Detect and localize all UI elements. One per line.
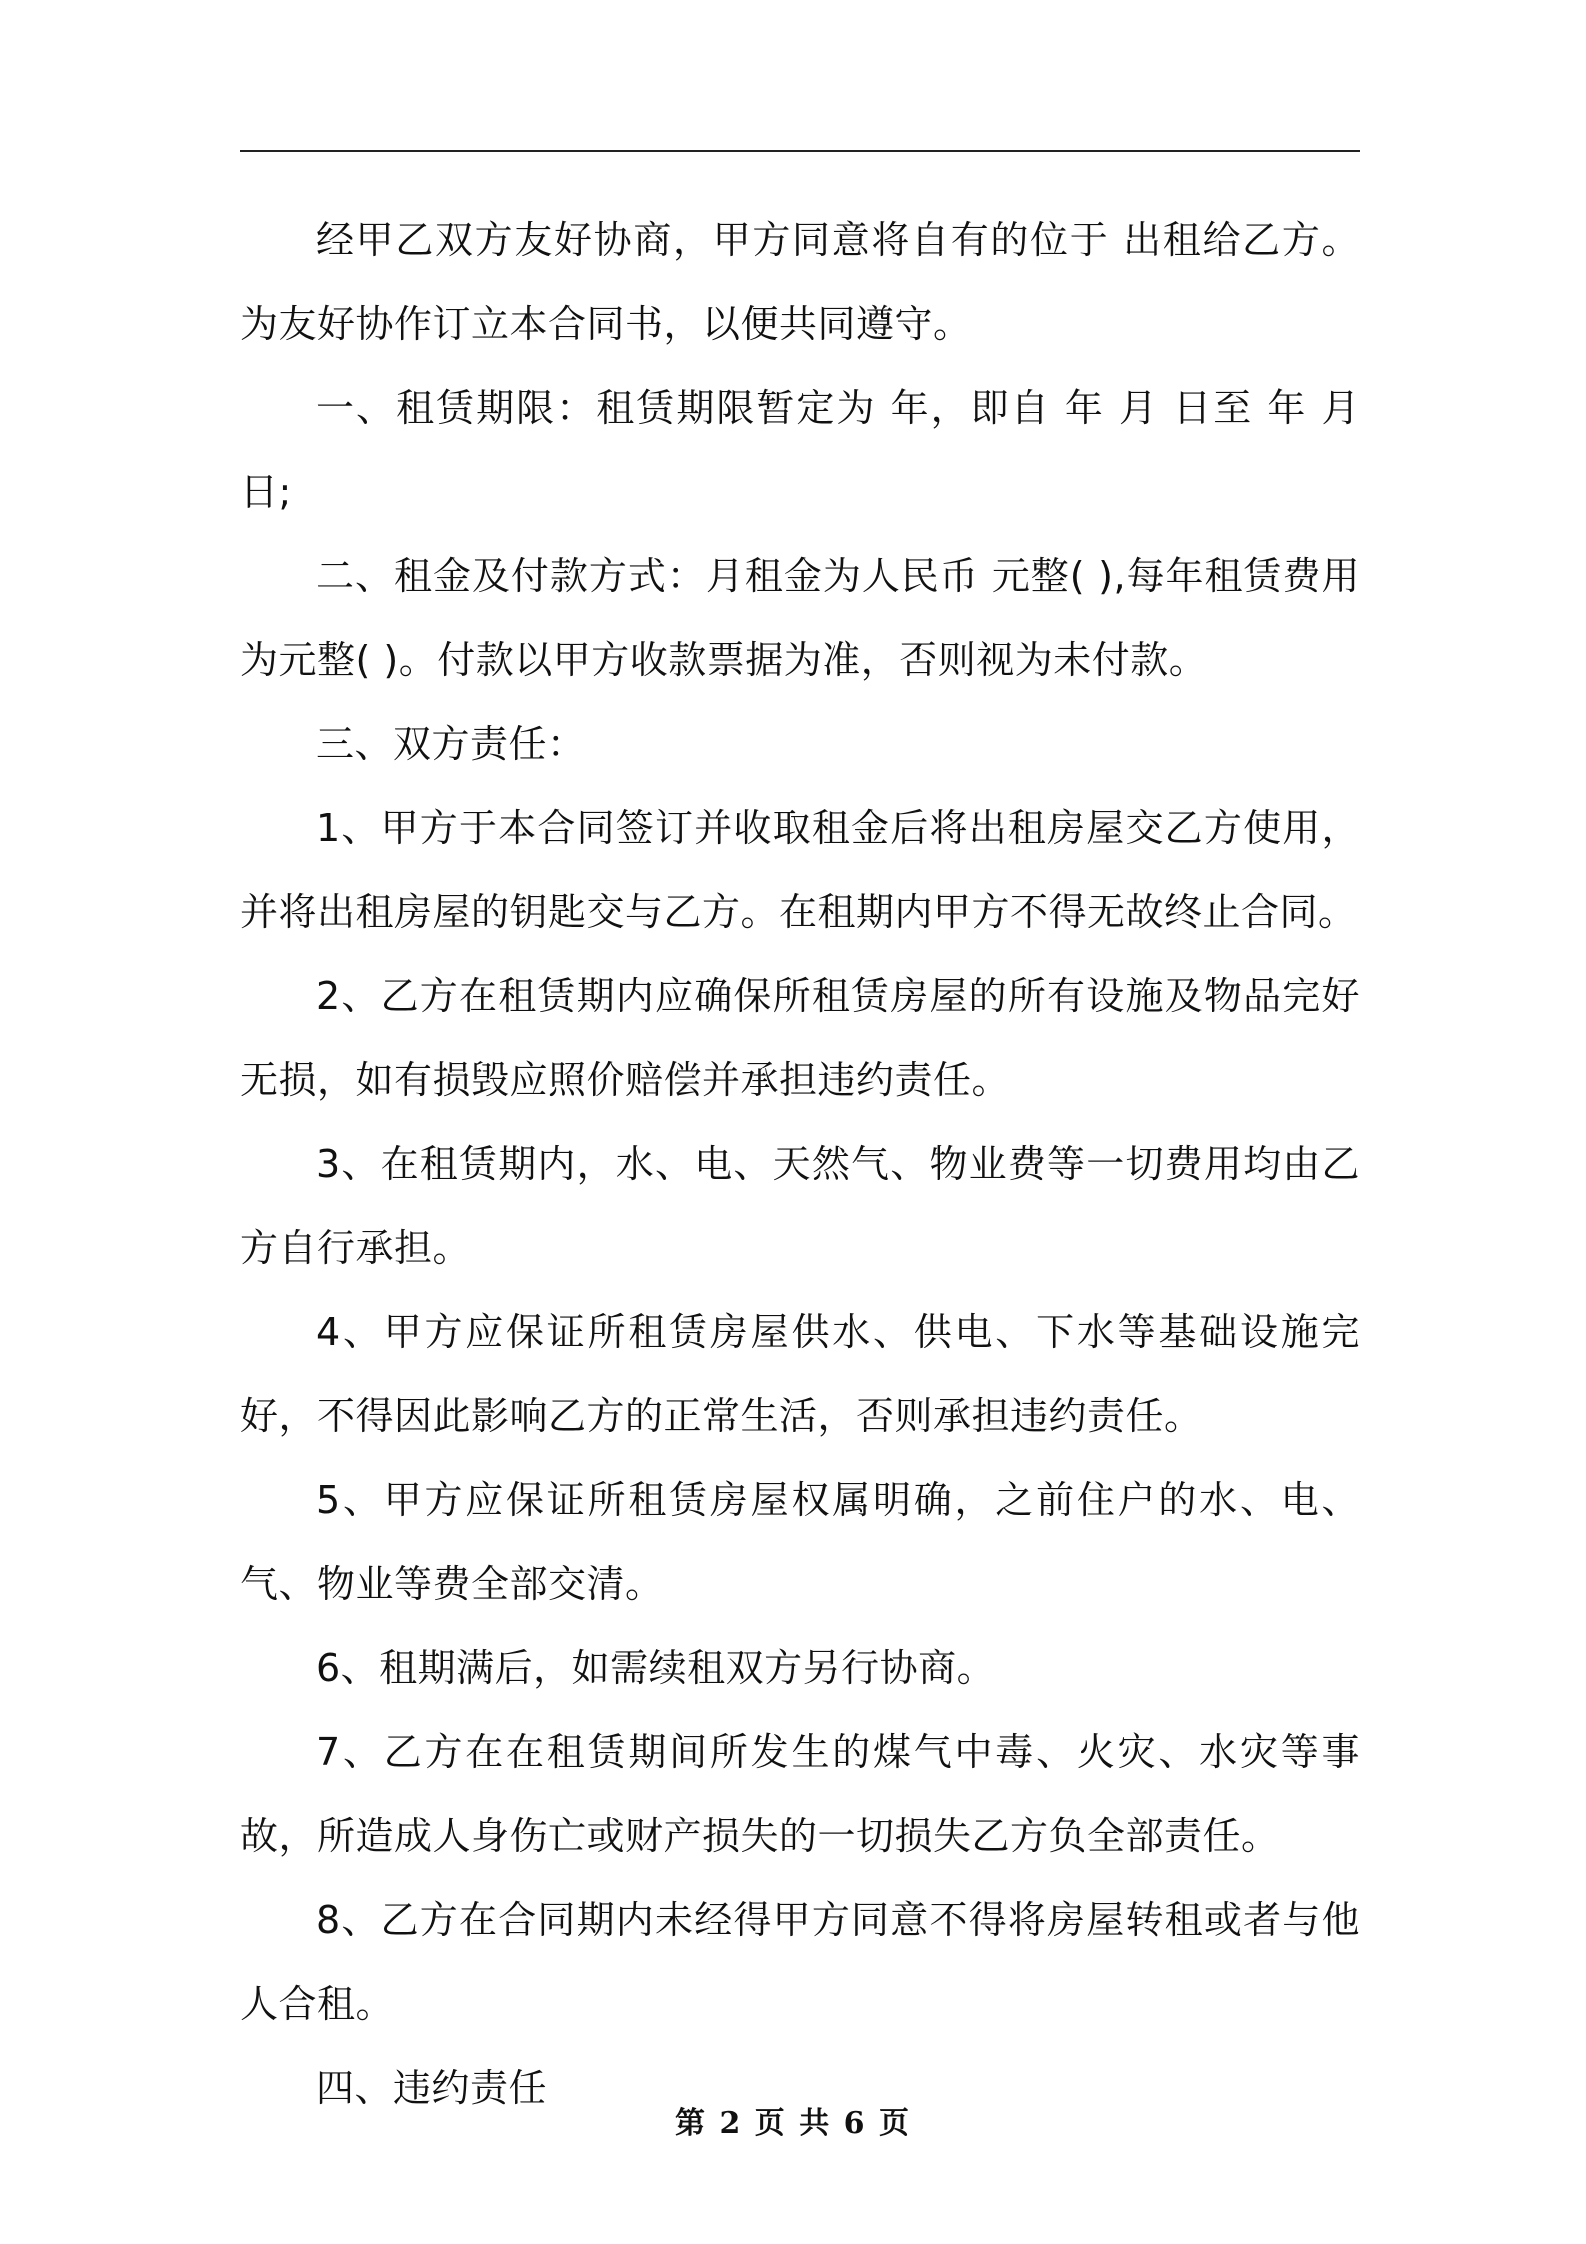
contract-body [240,198,1360,2130]
paragraph-item-8: 8、乙方在合同期内未经得甲方同意不得将房屋转租或者与他人合租。 [240,1898,1360,2026]
paragraph-item-5: 5、甲方应保证所租赁房屋权属明确，之前住户的水、电、气、物业等费全部交清。 [240,1478,1360,1606]
paragraph-item-3: 3、在租赁期内，水、电、天然气、物业费等一切费用均由乙方自行承担。 [240,1142,1360,1270]
paragraph-breach-heading: 四、违约责任 [316,2066,548,2110]
paragraph-rent-payment: 二、租金及付款方式：月租金为人民币 元整( ),每年租赁费用为元整( )。付款以甲方收款票据为准，否则视为未付款。 [240,554,1360,682]
paragraph-intro: 经甲乙双方友好协商，甲方同意将自有的位于 出租给乙方。为友好协作订立本合同书，以便共同遵守。 [240,218,1360,346]
paragraph-lease-term: 一、租赁期限：租赁期限暂定为 年，即自 年 月 日至 年 月 日; [240,386,1360,514]
paragraph-item-2: 2、乙方在租赁期内应确保所租赁房屋的所有设施及物品完好无损，如有损毁应照价赔偿并承担违约责任。 [240,974,1360,1102]
header-rule [240,150,1360,152]
page-number: 第 2 页 共 6 页 [675,2106,911,2141]
paragraph-item-1: 1、甲方于本合同签订并收取租金后将出租房屋交乙方使用，并将出租房屋的钥匙交与乙方。在租期内甲方不得无故终止合同。 [240,806,1360,934]
paragraph-item-7: 7、乙方在在租赁期间所发生的煤气中毒、火灾、水灾等事故，所造成人身伤亡或财产损失的一切损失乙方负全部责任。 [240,1730,1360,1858]
paragraph-item-4: 4、甲方应保证所租赁房屋供水、供电、下水等基础设施完好，不得因此影响乙方的正常生活，否则承担违约责任。 [240,1310,1360,1438]
paragraph-item-6: 6、租期满后，如需续租双方另行协商。 [316,1646,996,1690]
paragraph-responsibilities-heading: 三、双方责任： [316,722,586,766]
